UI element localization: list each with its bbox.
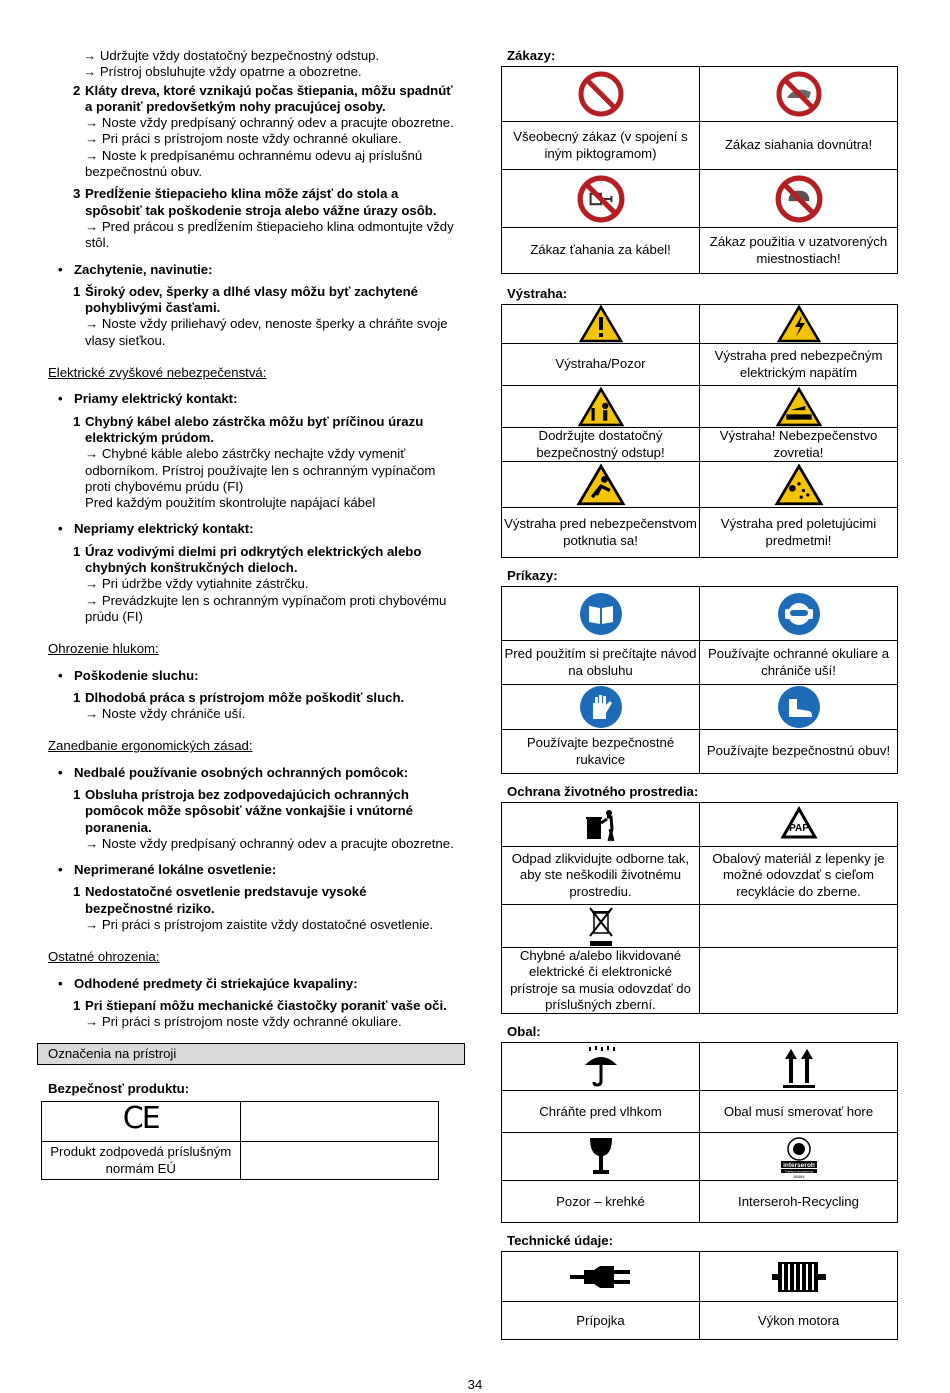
subsection-heading: Bezpečnosť produktu: xyxy=(48,1080,190,1096)
arrow-line: → Noste vždy predpísaný ochranný odev a pracujte obozretne. xyxy=(85,115,454,131)
waste-bin-disposal-icon xyxy=(581,805,621,845)
pictogram-label: Chráňte pred vlhkom xyxy=(502,1091,700,1133)
item-bold-text: Dlhodobá práca s prístrojom môže poškodiť sluch. xyxy=(85,689,405,705)
goggles-ear-protection-icon xyxy=(777,592,821,636)
pictogram-label: Obal musí smerovať hore xyxy=(700,1091,898,1133)
warning-table xyxy=(501,304,898,558)
item-bold-text: Široký odev, šperky a dlhé vlasy môžu byť zachytené pohyblivými časťami. xyxy=(85,283,418,316)
pictogram-label: Prípojka xyxy=(502,1302,700,1340)
section-heading: Výstraha: xyxy=(507,286,568,301)
environment-table xyxy=(501,802,898,1014)
item-bold-text: Nedostatočné osvetlenie predstavuje vysoké bezpečnostné riziko. xyxy=(85,884,367,916)
arrow-line: → Pri práci s prístrojom noste vždy ochranné okuliare. xyxy=(85,131,402,147)
tripping-warning-icon xyxy=(576,464,626,506)
arrow-line: → Pri údržbe vždy vytiahnite zástrčku. xyxy=(85,576,309,592)
pictogram-label: Dodržujte dostatočný bezpečnostný odstup! xyxy=(502,428,700,462)
arrow-line: → Noste vždy priliehavý odev, nenoste šperky a chráňte svoje vlasy sieťkou. xyxy=(85,316,448,348)
left-column xyxy=(48,48,454,1180)
section-heading: Zanedbanie ergonomických zásad: xyxy=(48,738,253,754)
ce-text-cell: Produkt zodpovedá príslušným normám EÚ xyxy=(42,1142,241,1180)
section-heading: Príkazy: xyxy=(507,568,558,583)
svg-text:85484: 85484 xyxy=(792,1173,805,1179)
pictogram-label: Výstraha! Nebezpečenstvo zovretia! xyxy=(700,428,898,462)
pictogram-label: Zákaz siahania dovnútra! xyxy=(700,122,898,170)
item-bold-text: Predĺženie štiepacieho klina môže zájsť do stola a spôsobiť tak poškodenie stroja alebo vážne úrazy osôb. xyxy=(85,186,437,218)
section-heading: Zákazy: xyxy=(507,48,556,63)
pictogram-label: Výstraha pred nebezpečným elektrickým napätím xyxy=(700,344,898,386)
pictogram-cell xyxy=(502,587,700,641)
pictogram-cell xyxy=(502,305,700,344)
pictogram-cell xyxy=(700,67,898,122)
keep-dry-umbrella-icon xyxy=(581,1045,621,1089)
flying-objects-warning-icon xyxy=(774,464,824,506)
pictogram-label: Používajte bezpečnostné rukavice xyxy=(502,730,700,774)
empty-cell xyxy=(240,1142,439,1180)
pictogram-label: Používajte ochranné okuliare a chrániče uší! xyxy=(700,641,898,685)
pictogram-cell xyxy=(700,170,898,228)
mandatory-table xyxy=(501,586,898,774)
pictogram-cell xyxy=(502,170,700,228)
empty-cell xyxy=(700,948,898,1014)
svg-text:Transportverpackung: Transportverpackung xyxy=(784,1168,813,1173)
section-heading: Elektrické zvyškové nebezpečenstvá: xyxy=(48,365,267,381)
item-bold-text: Chybný kábel alebo zástrčka môžu byť príčinou úrazu elektrickým prúdom. xyxy=(85,413,424,445)
section-heading: Obal: xyxy=(507,1024,541,1040)
arrow-line: → Pri práci s prístrojom zaistite vždy dostatočné osvetlenie. xyxy=(85,917,434,933)
section-heading: Ohrozenie hlukom: xyxy=(48,641,159,657)
svg-text:PAP: PAP xyxy=(788,822,809,834)
numbered-item: 1 Úraz vodivými dielmi pri odkrytých elektrických alebo chybných konštrukčných dieloch. → Pri údržbe vždy vytiahnite zástrčku. → Prevádzkujte len s ochranným vypínačom proti chybovému prúdu (FI) xyxy=(73,544,454,625)
pictogram-label: Pozor – krehké xyxy=(502,1181,700,1223)
numbered-item: 1 Chybný kábel alebo zástrčka môžu byť príčinou úrazu elektrickým prúdom. → Chybné káble alebo zástrčky nechajte vždy vymeniť odborníkom. Prístroj používajte len s ochranným vypínačom proti chybovému prúdu (FI) Pred každým použitím skontrolujte napájací kábel xyxy=(73,414,454,512)
arrow-line: → Udržujte vždy dostatočný bezpečnostný odstup. xyxy=(83,48,380,63)
numbered-item: 1 Široký odev, šperky a dlhé vlasy môžu byť zachytené pohyblivými časťami. → Noste vždy priliehavý odev, nenoste šperky a chráňte svoje vlasy sieťkou. xyxy=(73,284,454,349)
pictogram-label: Výkon motora xyxy=(700,1302,898,1340)
electric-voltage-warning-icon xyxy=(777,305,821,343)
pictogram-label: Pred použitím si prečítajte návod na obsluhu xyxy=(502,641,700,685)
safety-table xyxy=(41,1101,439,1180)
pictogram-label: Chybné a/alebo likvidované elektrické či elektronické prístroje sa musia odovzdať do príslušných zberní. xyxy=(502,948,700,1014)
no-reaching-in-icon xyxy=(775,70,823,118)
motor-power-icon xyxy=(772,1258,826,1296)
power-plug-icon xyxy=(570,1262,632,1292)
safety-distance-warning-icon xyxy=(577,387,625,427)
arrow-line: → Pri práci s prístrojom noste vždy ochranné okuliare. xyxy=(85,1014,402,1030)
section-heading: Ostatné ohrozenia: xyxy=(48,949,160,965)
bullet-heading: • Nedbalé používanie osobných ochranných pomôcok: xyxy=(58,764,409,780)
pictogram-label: Výstraha/Pozor xyxy=(502,344,700,386)
ce-mark-cell xyxy=(42,1102,241,1142)
numbered-item: 1 Dlhodobá práca s prístrojom môže poškodiť sluch. → Noste vždy chrániče uší. xyxy=(73,690,454,723)
ce-mark-icon: CE xyxy=(122,1100,159,1136)
arrow-line: → Chybné káble alebo zástrčky nechajte vždy vymeniť odborníkom. Prístroj používajte len s ochranným vypínačom proti chybovému prúdu (FI) xyxy=(85,446,436,494)
pictogram-label: Odpad zlikvidujte odborne tak, aby ste neškodili životnému prostrediu. xyxy=(502,847,700,905)
pictogram-cell xyxy=(502,67,700,122)
bullet-heading: • Odhodené predmety či striekajúce kvapaliny: xyxy=(58,975,358,991)
item-text: Pred každým použitím skontrolujte napájací kábel xyxy=(85,495,376,511)
numbered-item: 1 Nedostatočné osvetlenie predstavuje vysoké bezpečnostné riziko. → Pri práci s prístrojom zaistite vždy dostatočné osvetlenie. xyxy=(73,884,454,933)
pictogram-cell xyxy=(502,685,700,730)
prohibition-table xyxy=(501,66,898,274)
section-bar: Označenia na prístroji xyxy=(37,1043,465,1065)
bullet-heading: • Neprimerané lokálne osvetlenie: xyxy=(58,862,277,878)
no-enclosed-rooms-icon xyxy=(774,174,824,224)
bullet-heading: • Priamy elektrický kontakt: xyxy=(58,391,238,407)
right-column xyxy=(501,48,898,1340)
empty-cell xyxy=(240,1102,439,1142)
item-bold-text: Obsluha prístroja bez zodpovedajúcich ochranných pomôcok môže spôsobiť vážne vonkajšie i vnútorné poranenia. xyxy=(85,786,414,835)
pictogram-label: Výstraha pred nebezpečenstvom potknutia sa! xyxy=(502,508,700,558)
pictogram-cell xyxy=(502,1043,700,1091)
arrow-line: → Prístroj obsluhujte vždy opatrne a obozretne. xyxy=(83,64,362,80)
pictogram-cell xyxy=(700,1043,898,1091)
packaging-table xyxy=(501,1042,898,1223)
safety-gloves-icon xyxy=(579,685,623,729)
item-bold-text: Pri štiepaní môžu mechanické čiastočky poraniť vaše oči. xyxy=(85,997,447,1013)
pictogram-cell xyxy=(502,1252,700,1302)
pictogram-cell xyxy=(700,462,898,508)
pictogram-label: Interseroh-Recycling xyxy=(700,1181,898,1223)
pictogram-cell xyxy=(700,1133,898,1181)
pictogram-cell xyxy=(700,803,898,847)
pictogram-cell xyxy=(700,1252,898,1302)
numbered-item: 1 Obsluha prístroja bez zodpovedajúcich ochranných pomôcok môže spôsobiť vážne vonkajšie i vnútorné poranenia. → Noste vždy predpísaný ochranný odev a pracujte obozretne. xyxy=(73,786,454,851)
pictogram-cell xyxy=(700,386,898,428)
pictogram-cell xyxy=(700,305,898,344)
bullet-heading: • Nepriamy elektrický kontakt: xyxy=(58,521,254,537)
page-number: 34 xyxy=(467,1377,483,1392)
pictogram-label: Obalový materiál z lepenky je možné odovzdať s cieľom recyklácie do zberne. xyxy=(700,847,898,905)
pictogram-cell xyxy=(502,803,700,847)
section-heading: Ochrana životného prostredia: xyxy=(507,784,699,799)
empty-cell xyxy=(700,905,898,948)
arrow-line: → Pred prácou s predĺžením štiepacieho klina odmontujte vždy stôl. xyxy=(85,218,454,251)
arrow-line: → Noste vždy predpísaný ochranný odev a pracujte obozretne. xyxy=(85,835,454,851)
pictogram-label: Používajte bezpečnostnú obuv! xyxy=(700,730,898,774)
bullet-heading: • Poškodenie sluchu: xyxy=(58,667,199,683)
item-bold-text: Kláty dreva, ktoré vznikajú počas štiepania, môžu spadnúť a poraniť predovšetkým nohy pracujúcej osoby. xyxy=(85,82,453,114)
bullet-heading: • Zachytenie, navinutie: xyxy=(58,261,213,277)
safety-shoes-icon xyxy=(777,685,821,729)
arrow-line: → Noste k predpísanému ochrannému odevu aj príslušnú bezpečnostnú obuv. xyxy=(85,147,423,180)
item-bold-text: Úraz vodivými dielmi pri odkrytých elektrických alebo chybných konštrukčných dieloch. xyxy=(85,543,422,576)
pap-recycling-icon xyxy=(777,805,821,845)
pictogram-label: Všeobecný zákaz (v spojení s iným piktogramom) xyxy=(502,122,700,170)
fragile-glass-icon xyxy=(586,1136,616,1178)
technical-table xyxy=(501,1251,898,1340)
general-prohibition-icon xyxy=(577,70,625,118)
weee-crossed-bin-icon xyxy=(587,905,615,947)
pictogram-label: Výstraha pred poletujúcimi predmetmi! xyxy=(700,508,898,558)
pictogram-label: Zákaz použitia v uzatvorených miestnostiach! xyxy=(700,228,898,274)
section-heading: Technické údaje: xyxy=(507,1233,614,1249)
interseroh-logo-icon xyxy=(777,1135,821,1179)
pictogram-cell xyxy=(502,1133,700,1181)
arrow-line: → Noste vždy chrániče uší. xyxy=(85,706,246,722)
this-way-up-icon xyxy=(779,1045,819,1089)
svg-text:interseroh: interseroh xyxy=(782,1161,815,1169)
pictogram-cell xyxy=(502,386,700,428)
numbered-item: 2 Kláty dreva, ktoré vznikajú počas štiepania, môžu spadnúť a poraniť predovšetkým nohy pracujúcej osoby. → Noste vždy predpísaný ochranný odev a pracujte obozretne. → Pri práci s prístrojom noste vždy ochranné okuliare. → Noste k predpísanému ochrannému odevu aj príslušnú bezpečnostnú obuv. xyxy=(73,82,454,180)
pictogram-cell xyxy=(502,462,700,508)
numbered-item: 1 Pri štiepaní môžu mechanické čiastočky poraniť vaše oči. → Pri práci s prístrojom noste vždy ochranné okuliare. xyxy=(73,998,454,1031)
no-pulling-cable-icon xyxy=(576,174,626,224)
arrow-line: → Prevádzkujte len s ochranným vypínačom proti chybovému prúdu (FI) xyxy=(85,592,447,624)
general-warning-icon xyxy=(579,305,623,343)
crushing-warning-icon xyxy=(775,387,823,427)
pictogram-label: Zákaz ťahania za kábel! xyxy=(502,228,700,274)
read-manual-icon xyxy=(579,592,623,636)
pictogram-cell xyxy=(700,587,898,641)
pictogram-cell xyxy=(700,685,898,730)
numbered-item: 3 Predĺženie štiepacieho klina môže zájsť do stola a spôsobiť tak poškodenie stroja alebo vážne úrazy osôb. → Pred prácou s predĺžením štiepacieho klina odmontujte vždy stôl. xyxy=(73,186,454,251)
pictogram-cell xyxy=(502,905,700,948)
